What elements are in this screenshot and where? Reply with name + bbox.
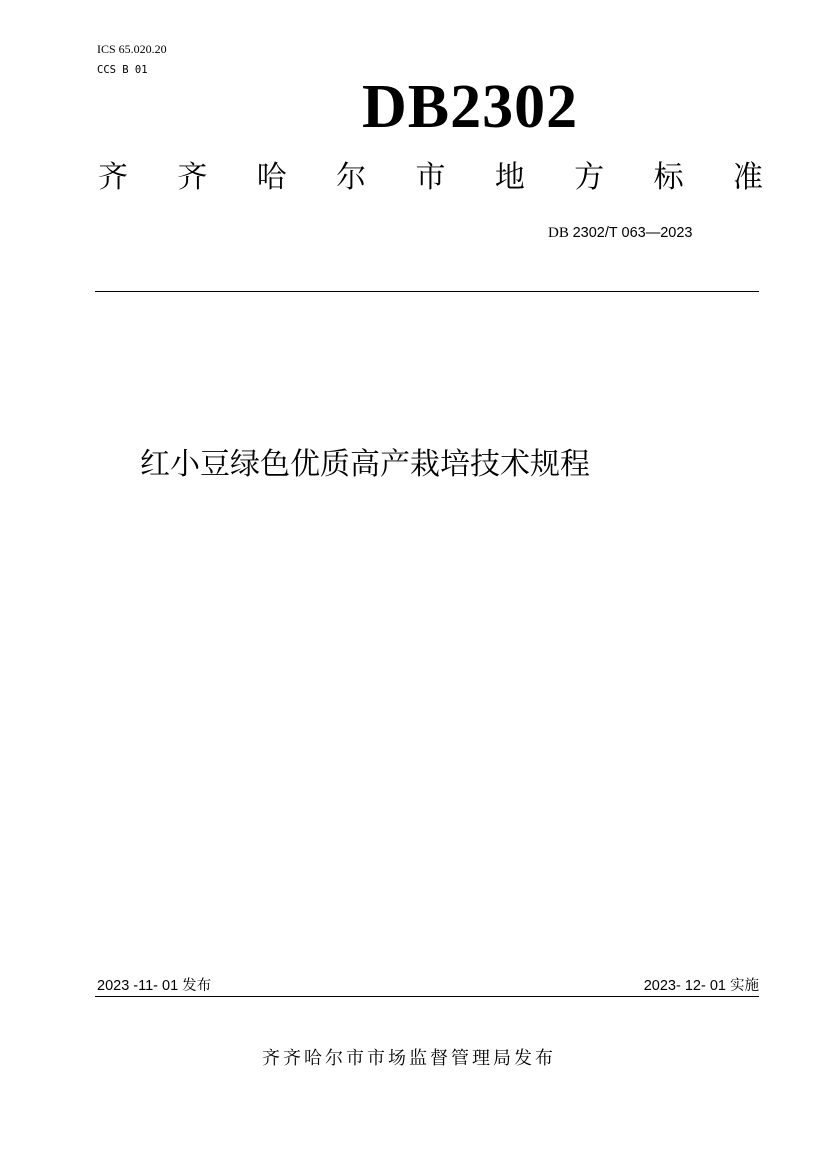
standard-type-char: 方 — [574, 160, 605, 195]
publish-date: 2023 -11- 01 发布 — [97, 978, 212, 994]
standard-type-heading — [98, 158, 763, 198]
ccs-code: CCS B 01 — [97, 64, 148, 76]
standard-type-char: 标 — [653, 160, 684, 195]
standard-number — [548, 224, 692, 242]
standard-number-prefix: DB — [548, 225, 569, 241]
standard-code-heading: DB2302 — [362, 73, 579, 141]
footer-divider — [95, 996, 759, 997]
implement-date: 2023- 12- 01 实施 — [643, 978, 759, 994]
standard-type-char: 尔 — [336, 160, 367, 195]
standard-type-char: 准 — [733, 160, 763, 195]
ics-code: ICS 65.020.20 — [97, 42, 167, 56]
document-title: 红小豆绿色优质高产栽培技术规程 — [140, 447, 590, 482]
standard-type-char: 齐 — [98, 160, 128, 195]
header-divider — [95, 291, 759, 292]
standard-type-char: 市 — [415, 160, 446, 195]
standard-type-char: 齐 — [177, 160, 208, 195]
standard-number-value: 2302/T 063—2023 — [572, 225, 693, 241]
issuing-authority: 齐齐哈尔市市场监督管理局发布 — [262, 1048, 556, 1069]
standard-type-char: 地 — [494, 160, 525, 195]
standard-type-char: 哈 — [256, 160, 287, 195]
